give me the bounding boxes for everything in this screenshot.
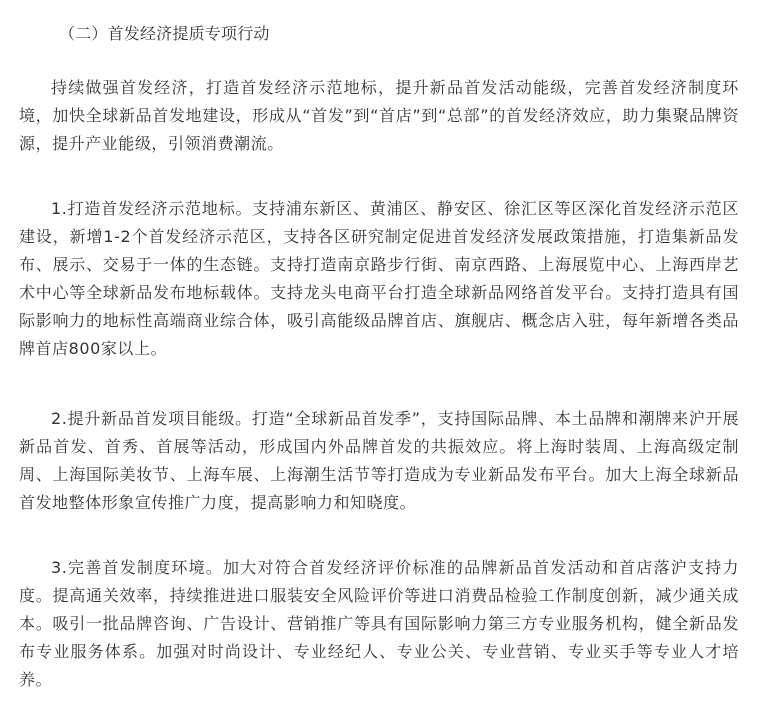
item-3-paragraph: 3.完善首发制度环境。加大对符合首发经济评价标准的品牌新品首发活动和首店落沪支持力度。提高通关效率，持续推进进口服装安全风险评价等进口消费品检验工作制度创新，减少通关成本。吸引一批品牌咨询、广告设计、营销推广等具有国际影响力第三方专业服务机构，健全新品发布专业服务体系。加强对时尚设计、专业经纪人、专业公关、专业营销、专业买手等专业人才培养。 (19, 558, 739, 689)
intro-paragraph: 持续做强首发经济，打造首发经济示范地标，提升新品首发活动能级，完善首发经济制度环境，加快全球新品首发地建设，形成从“首发”到“首店”到“总部”的首发经济效应，助力集聚品牌资源，提升产业能级，引领消费潮流。 (19, 78, 739, 153)
section-heading: （二）首发经济提质专项行动 (59, 24, 270, 43)
item-1-paragraph: 1.打造首发经济示范地标。支持浦东新区、黄浦区、静安区、徐汇区等区深化首发经济示范区建设，新增1-2个首发经济示范区，支持各区研究制定促进首发经济发展政策措施，打造集新品发布、展示、交易于一体的生态链。支持打造南京路步行街、南京西路、上海展览中心、上海西岸艺术中心等全球新品发布地标载体。支持龙头电商平台打造全球新品网络首发平台。支持打造具有国际影响力的地标性高端商业综合体，吸引高能级品牌首店、旗舰店、概念店入驻，每年新增各类品牌首店800家以上。 (19, 199, 739, 358)
item-2-paragraph: 2.提升新品首发项目能级。打造“全球新品首发季”，支持国际品牌、本土品牌和潮牌来沪开展新品首发、首秀、首展等活动，形成国内外品牌首发的共振效应。将上海时装周、上海高级定制周、上海国际美妆节、上海车展、上海潮生活节等打造成为专业新品发布平台。加大上海全球新品首发地整体形象宣传推广力度，提高影响力和知晓度。 (19, 409, 739, 512)
